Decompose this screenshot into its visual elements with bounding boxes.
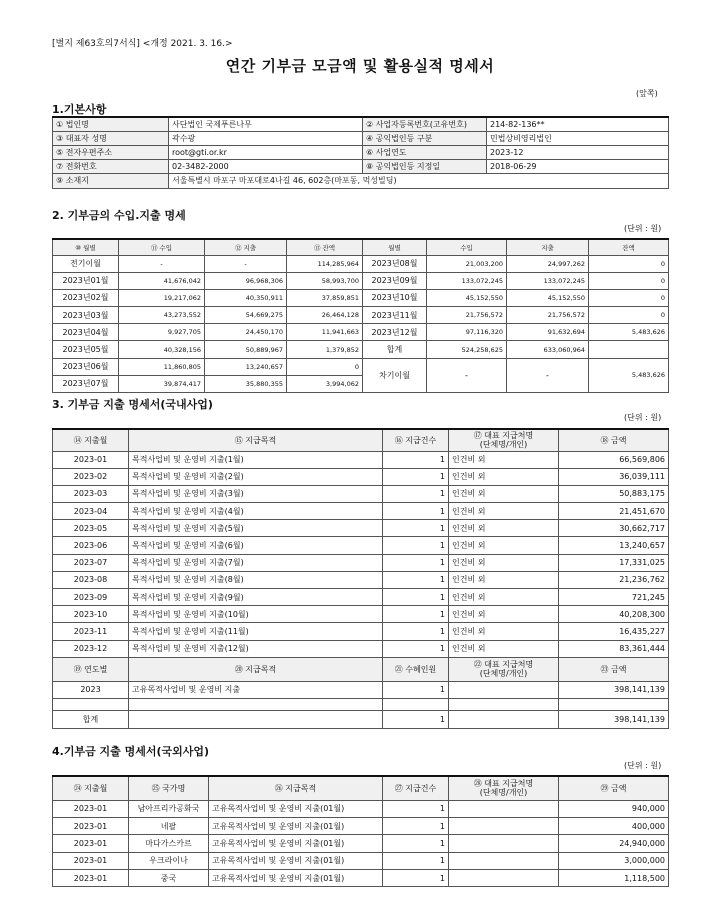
field-label: ① 법인명 [53,117,169,131]
table-row [53,117,669,131]
table-row [53,131,669,145]
month-cell: 2023-09 [53,589,129,606]
amount-cell: 83,361,444 [559,640,669,657]
month-cell: 2023년04월 [53,324,119,341]
amount-cell: 36,039,111 [559,468,669,485]
purpose-cell: 목적사업비 및 운영비 지출(2월) [129,468,383,485]
table-row [53,520,669,537]
count-cell: 1 [383,503,449,520]
amount-cell: 11,941,663 [287,324,363,341]
purpose-cell: 목적사업비 및 운영비 지출(8월) [129,571,383,588]
amount-cell: 400,000 [559,817,669,834]
amount-cell: 3,000,000 [559,852,669,869]
month-cell: 2023년01월 [53,272,119,289]
purpose-cell: 목적사업비 및 운영비 지출(10월) [129,606,383,623]
field-label: ④ 공익법인등 구분 [363,131,487,145]
country-cell: 중국 [129,870,209,887]
payee-cell: 인건비 외 [449,537,559,554]
domestic-expense-table [52,428,669,729]
amount-cell: 1,379,852 [287,341,363,358]
field-value: 214-82-136** [487,117,669,131]
count-cell: 1 [383,537,449,554]
count-cell: 1 [383,870,449,887]
amount-cell: 24,997,262 [507,255,589,272]
month-cell: 2023-11 [53,623,129,640]
count-cell: 1 [383,571,449,588]
amount-cell: 3,994,062 [287,375,363,392]
table-row [53,817,669,834]
table-row [53,358,669,375]
payee-cell: 인건비 외 [449,503,559,520]
amount-cell: 21,451,670 [559,503,669,520]
count-cell: 1 [383,710,449,728]
count-cell: 1 [383,817,449,834]
month-cell: 2023-05 [53,520,129,537]
table-row [53,640,669,657]
payee-cell: 인건비 외 [449,485,559,502]
column-header [449,776,559,800]
empty-cell [53,698,129,710]
count-cell: 1 [383,468,449,485]
field-value: 민법상비영리법인 [487,131,669,145]
amount-cell: 9,927,705 [119,324,205,341]
month-cell: 2023-01 [53,451,129,468]
page-side-note: (앞쪽) [636,89,658,98]
count-cell: 1 [383,640,449,657]
section-basic-title: 1.기본사항 [52,103,107,116]
year-cell: 2023 [53,681,129,698]
amount-cell: - [205,255,287,272]
amount-cell: 40,328,156 [119,341,205,358]
column-header: 수입 [427,239,507,255]
section-domestic-title: 3. 기부금 지출 명세서(국내사업) [52,398,213,411]
income-expense-table [52,238,669,393]
address-label: ⑨ 소재지 [53,173,169,188]
amount-cell: 21,756,572 [507,307,589,324]
amount-cell: 45,152,550 [507,289,589,306]
payee-cell [449,817,559,834]
amount-cell: 398,141,139 [559,681,669,698]
payee-cell [449,835,559,852]
unit-note: (단위 : 원) [624,413,662,422]
purpose-cell: 고유목적사업비 및 운영비 지출 [129,681,383,698]
table-row [53,159,669,173]
amount-cell: 58,993,700 [287,272,363,289]
amount-cell: 21,756,572 [427,307,507,324]
table-row [53,537,669,554]
basic-info-table [52,116,669,189]
amount-cell [589,341,669,358]
count-cell: 1 [383,485,449,502]
empty-cell [383,698,449,710]
amount-cell: 45,152,550 [427,289,507,306]
table-row [53,657,669,681]
purpose-cell: 고유목적사업비 및 운영비 지출(01월) [209,817,383,834]
amount-cell: 0 [589,255,669,272]
amount-cell: 50,883,175 [559,485,669,502]
table-row [53,852,669,869]
payee-cell [449,852,559,869]
amount-cell: 0 [589,307,669,324]
table-row [53,255,669,272]
payee-cell: 인건비 외 [449,468,559,485]
column-header: ⑬ 잔액 [287,239,363,255]
purpose-cell: 고유목적사업비 및 운영비 지출(01월) [209,835,383,852]
amount-cell: 21,236,762 [559,571,669,588]
count-cell: 1 [383,554,449,571]
month-cell: 2023년03월 [53,307,119,324]
table-row [53,341,669,358]
month-cell: 2023-01 [53,817,129,834]
country-cell: 남아프리카공화국 [129,800,209,817]
purpose-cell: 목적사업비 및 운영비 지출(1월) [129,451,383,468]
month-cell: 2023년10월 [363,289,427,306]
header-line: (단체명/개인) [479,788,528,798]
table-row [53,571,669,588]
section-income-title: 2. 기부금의 수입.지출 명세 [52,209,186,222]
table-row [53,503,669,520]
column-header: ⑭ 지출월 [53,429,129,451]
table-row [53,485,669,502]
section-foreign-title: 4.기부금 지출 명세서(국외사업) [52,745,210,758]
amount-cell: 133,072,245 [427,272,507,289]
amount-cell: 11,860,805 [119,358,205,375]
amount-cell: 0 [589,272,669,289]
amount-cell: 43,273,552 [119,307,205,324]
column-header: ⑯ 지급건수 [383,429,449,451]
document-title: 연간 기부금 모금액 및 활용실적 명세서 [225,57,495,75]
amount-cell: 940,000 [559,800,669,817]
table-row [53,324,669,341]
unit-note: (단위 : 원) [624,224,662,233]
form-number: [별지 제63호의7서식] <개정 2021. 3. 16.> [52,39,233,49]
amount-cell: 114,285,964 [287,255,363,272]
table-row [53,272,669,289]
purpose-cell [129,710,383,728]
table-row [53,451,669,468]
amount-cell: 0 [287,358,363,375]
column-header: ⑮ 지급목적 [129,429,383,451]
amount-cell: 133,072,245 [507,272,589,289]
purpose-cell: 목적사업비 및 운영비 지출(6월) [129,537,383,554]
header-line: (단체명/개인) [479,669,528,679]
amount-cell: 40,208,300 [559,606,669,623]
month-cell: 2023-08 [53,571,129,588]
table-row [53,173,669,188]
count-cell: 1 [383,589,449,606]
payee-cell: 인건비 외 [449,520,559,537]
month-cell: 2023년08월 [363,255,427,272]
amount-cell: 17,331,025 [559,554,669,571]
payee-cell: 인건비 외 [449,640,559,657]
amount-cell: 13,240,657 [205,358,287,375]
amount-cell: 37,859,851 [287,289,363,306]
empty-cell [449,698,559,710]
header-line: ⑰ 대표 지급처명 [473,431,534,441]
month-cell: 전기이월 [53,255,119,272]
month-cell: 2023년09월 [363,272,427,289]
month-cell: 2023년05월 [53,341,119,358]
unit-note: (단위 : 원) [624,761,662,770]
spacer-row [53,698,669,710]
payee-cell: 인건비 외 [449,589,559,606]
purpose-cell: 목적사업비 및 운영비 지출(12월) [129,640,383,657]
month-cell: 합계 [363,341,427,358]
month-cell: 2023-01 [53,800,129,817]
payee-cell: 인건비 외 [449,451,559,468]
amount-cell: 1,118,500 [559,870,669,887]
column-header: ㉙ 금액 [559,776,669,800]
country-cell: 마다가스카르 [129,835,209,852]
amount-cell: - [507,358,589,392]
payee-cell [449,710,559,728]
field-value: root@gti.or.kr [169,145,363,159]
field-label: ② 사업자등록번호(고유번호) [363,117,487,131]
header-line: (단체명/개인) [479,440,528,450]
header-line: ㉒ 대표 지급처명 [473,660,534,670]
country-cell: 우크라이나 [129,852,209,869]
amount-cell: 97,116,320 [427,324,507,341]
amount-cell: 30,662,717 [559,520,669,537]
count-cell: 1 [383,681,449,698]
column-header: ⑱ 금액 [559,429,669,451]
amount-cell: - [427,358,507,392]
month-cell: 2023-03 [53,485,129,502]
month-cell: 2023-02 [53,468,129,485]
purpose-cell: 목적사업비 및 운영비 지출(11월) [129,623,383,640]
count-cell: 1 [383,800,449,817]
column-header: 잔액 [589,239,669,255]
amount-cell: 91,632,694 [507,324,589,341]
table-row [53,835,669,852]
month-cell: 2023-07 [53,554,129,571]
column-header: ㉖ 지급목적 [209,776,383,800]
column-header: ㉑ 수혜인원 [383,657,449,681]
count-cell: 1 [383,852,449,869]
amount-cell: 24,450,170 [205,324,287,341]
amount-cell: 398,141,139 [559,710,669,728]
table-row [53,606,669,623]
field-value: 2023-12 [487,145,669,159]
count-cell: 1 [383,623,449,640]
table-row [53,145,669,159]
header-line: ㉘ 대표 지급처명 [473,779,534,789]
table-row [53,800,669,817]
month-cell: 2023년02월 [53,289,119,306]
month-cell: 2023년06월 [53,358,119,375]
field-value: 2018-06-29 [487,159,669,173]
payee-cell: 인건비 외 [449,623,559,640]
field-label: ⑤ 전자우편주소 [53,145,169,159]
amount-cell: 40,350,911 [205,289,287,306]
column-header: ⑳ 지급목적 [129,657,383,681]
amount-cell: 39,874,417 [119,375,205,392]
total-label: 합계 [53,710,129,728]
purpose-cell: 고유목적사업비 및 운영비 지출(01월) [209,870,383,887]
foreign-expense-table [52,775,669,887]
amount-cell: 633,060,964 [507,341,589,358]
country-cell: 네팔 [129,817,209,834]
month-cell: 2023년11월 [363,307,427,324]
field-label: ⑥ 사업연도 [363,145,487,159]
amount-cell: 721,245 [559,589,669,606]
amount-cell: 50,889,967 [205,341,287,358]
table-row [53,307,669,324]
amount-cell: 0 [589,289,669,306]
month-cell: 2023-12 [53,640,129,657]
amount-cell: 5,483,626 [589,358,669,392]
payee-cell: 인건비 외 [449,606,559,623]
column-header: ⑲ 연도별 [53,657,129,681]
amount-cell: 41,676,042 [119,272,205,289]
month-cell: 2023년12월 [363,324,427,341]
column-header: ⑩ 월별 [53,239,119,255]
purpose-cell: 고유목적사업비 및 운영비 지출(01월) [209,800,383,817]
purpose-cell: 목적사업비 및 운영비 지출(3월) [129,485,383,502]
column-header: ⑫ 지출 [205,239,287,255]
count-cell: 1 [383,520,449,537]
table-row [53,468,669,485]
column-header: ⑪ 수입 [119,239,205,255]
month-cell: 2023-01 [53,852,129,869]
purpose-cell: 목적사업비 및 운영비 지출(4월) [129,503,383,520]
count-cell: 1 [383,606,449,623]
field-value: 곽수광 [169,131,363,145]
table-row [53,870,669,887]
field-label: ⑦ 전화번호 [53,159,169,173]
field-value: 02-3482-2000 [169,159,363,173]
amount-cell: 35,880,355 [205,375,287,392]
table-row [53,589,669,606]
amount-cell: - [119,255,205,272]
carry-label: 차기이월 [363,358,427,392]
column-header: ㉗ 지급건수 [383,776,449,800]
purpose-cell: 목적사업비 및 운영비 지출(9월) [129,589,383,606]
empty-cell [129,698,383,710]
amount-cell: 96,968,306 [205,272,287,289]
column-header: ㉓ 금액 [559,657,669,681]
month-cell: 2023년07월 [53,375,119,392]
month-cell: 2023-04 [53,503,129,520]
amount-cell: 5,483,626 [589,324,669,341]
payee-cell [449,681,559,698]
table-row [53,623,669,640]
amount-cell: 24,940,000 [559,835,669,852]
column-header: 지출 [507,239,589,255]
amount-cell: 16,435,227 [559,623,669,640]
amount-cell: 19,217,062 [119,289,205,306]
table-row [53,429,669,451]
amount-cell: 13,240,657 [559,537,669,554]
column-header [449,657,559,681]
month-cell: 2023-01 [53,870,129,887]
table-row [53,289,669,306]
count-cell: 1 [383,835,449,852]
amount-cell: 21,003,200 [427,255,507,272]
purpose-cell: 목적사업비 및 운영비 지출(7월) [129,554,383,571]
empty-cell [559,698,669,710]
purpose-cell: 목적사업비 및 운영비 지출(5월) [129,520,383,537]
payee-cell: 인건비 외 [449,554,559,571]
total-row [53,710,669,728]
payee-cell [449,870,559,887]
month-cell: 2023-01 [53,835,129,852]
table-row [53,554,669,571]
table-row [53,681,669,698]
column-header: 월별 [363,239,427,255]
column-header [449,429,559,451]
month-cell: 2023-10 [53,606,129,623]
purpose-cell: 고유목적사업비 및 운영비 지출(01월) [209,852,383,869]
payee-cell [449,800,559,817]
month-cell: 2023-06 [53,537,129,554]
amount-cell: 26,464,128 [287,307,363,324]
payee-cell: 인건비 외 [449,571,559,588]
address-value: 서울특별시 마포구 마포대로4나길 46, 602층(마포동, 먹성빌딩) [169,173,669,188]
amount-cell: 66,569,806 [559,451,669,468]
field-label: ⑧ 공익법인등 지정일 [363,159,487,173]
field-label: ③ 대표자 성명 [53,131,169,145]
column-header: ㉔ 지출월 [53,776,129,800]
amount-cell: 524,258,625 [427,341,507,358]
field-value: 사단법인 국제푸른나무 [169,117,363,131]
column-header: ㉕ 국가명 [129,776,209,800]
count-cell: 1 [383,451,449,468]
amount-cell: 54,669,275 [205,307,287,324]
table-row [53,776,669,800]
